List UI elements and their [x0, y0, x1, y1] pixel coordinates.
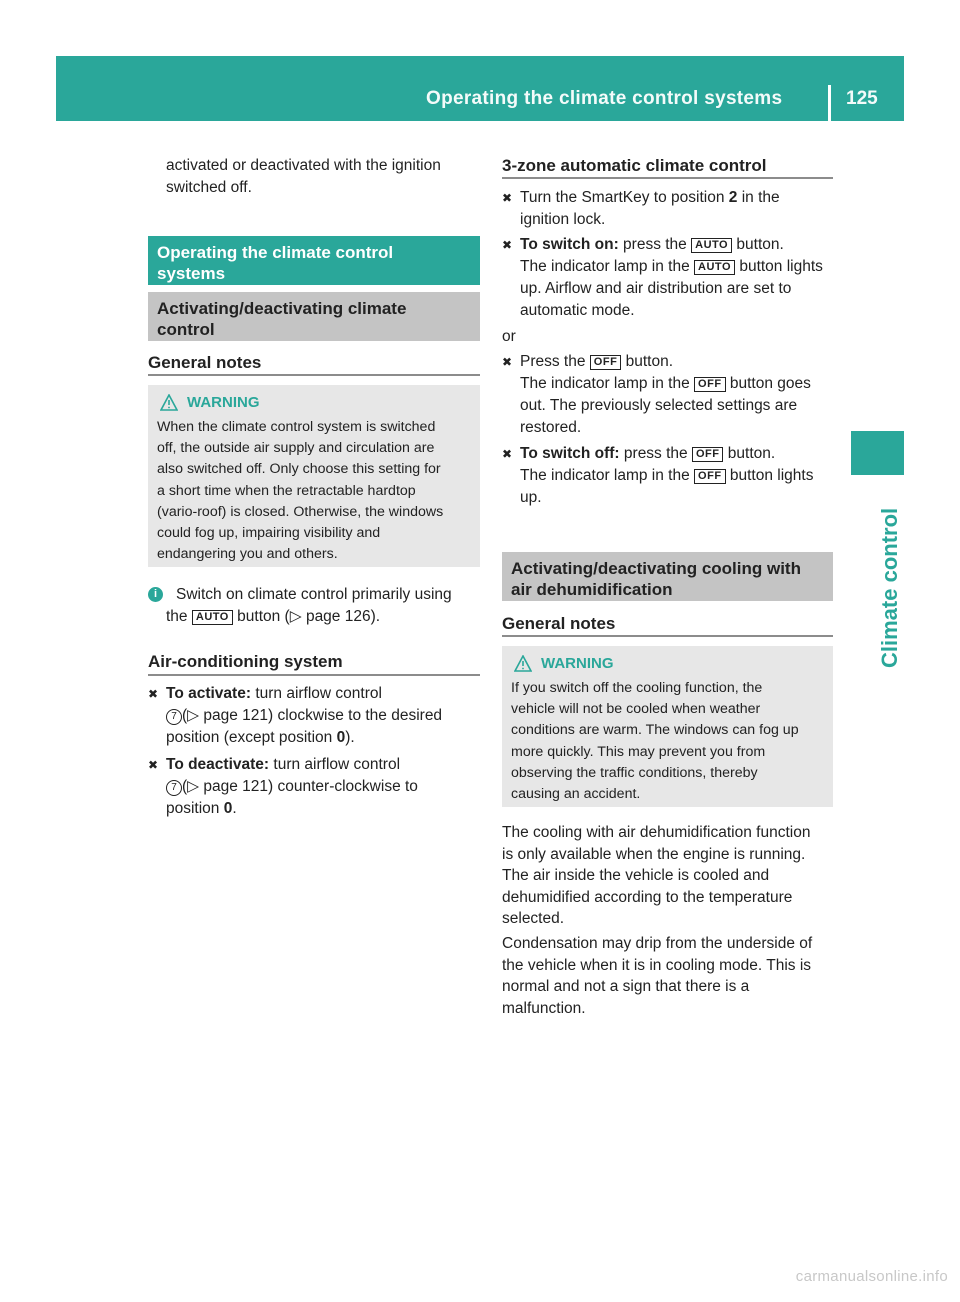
arrow-bullet-icon: ✖ — [502, 447, 513, 461]
section-heading-line-1: Operating the climate control — [157, 243, 394, 262]
info-line-1: Switch on climate control primarily using — [176, 586, 452, 603]
warning-label: WARNING — [541, 655, 614, 672]
warning-line: endangering you and others. — [157, 546, 338, 563]
cooling-paragraph-1: The cooling with air dehumidification function is only available when the engine is running. The air inside the vehicle is cooled and dehumidified according to the temperature selected. — [502, 824, 811, 927]
off-button-symbol: OFF — [694, 377, 726, 392]
switch-off-step: ✖ To switch off: press the OFF button. The indicator lamp in the OFF button lights up. — [502, 445, 814, 506]
warning-box — [502, 646, 833, 807]
off-button-symbol: OFF — [692, 447, 724, 462]
subsection-heading — [148, 292, 480, 341]
arrow-bullet-icon: ✖ — [148, 758, 159, 772]
info-icon: i — [148, 587, 163, 602]
switch-on-step: ✖ To switch on: press the AUTO button. The indicator lamp in the AUTO button lights up. Airflow and air distribution are set to automatic mode. — [502, 236, 823, 319]
warning-line: conditions are warm. The windows can fog up — [511, 722, 799, 739]
control-number-icon: 7 — [166, 709, 182, 725]
ac-heading: Air-conditioning system — [148, 652, 343, 671]
auto-button-symbol: AUTO — [691, 238, 732, 253]
warning-label: WARNING — [187, 394, 260, 411]
arrow-bullet-icon: ✖ — [148, 687, 159, 701]
auto-button-symbol: AUTO — [192, 610, 233, 625]
smartkey-step: ✖ Turn the SmartKey to position 2 in the ignition lock. — [502, 189, 780, 228]
footer-watermark[interactable]: carmanualsonline.info — [795, 1268, 948, 1285]
side-block — [851, 431, 904, 475]
warning-text — [511, 678, 824, 805]
warning-text — [157, 417, 471, 565]
warning-line: a short time when the retractable hardtop — [157, 482, 416, 499]
or-text: or — [502, 328, 516, 345]
warning-line: (vario-roof) is closed. Otherwise, the windows — [157, 503, 444, 520]
side-tab-label: Climate control — [877, 507, 902, 668]
warning-line: off, the outside air supply and circulation are — [157, 440, 435, 457]
warning-line: If you switch off the cooling function, the — [511, 680, 763, 696]
cooling-heading-line-1: Activating/deactivating cooling with — [511, 559, 801, 578]
header-divider — [828, 85, 831, 121]
intro-line-1: activated or deactivated with the ignition — [166, 157, 441, 174]
cooling-heading — [502, 552, 833, 601]
deactivate-instruction: ✖ To deactivate: turn airflow control 7 (▷ page 121) counter-clockwise to position 0. — [148, 756, 418, 817]
warning-heading — [541, 654, 824, 674]
general-notes-heading: General notes — [148, 353, 262, 372]
arrow-bullet-icon: ✖ — [502, 191, 513, 205]
warning-triangle-icon — [160, 394, 178, 411]
side-tab — [851, 488, 904, 668]
off-button-symbol: OFF — [694, 469, 726, 484]
section-heading-line-2: systems — [157, 264, 226, 283]
warning-line: causing an accident. — [511, 786, 641, 803]
warning-heading — [187, 393, 471, 413]
activate-instruction: ✖ To activate: turn airflow control 7 (▷ page 121) clockwise to the desired position (except position 0). — [148, 685, 443, 746]
subsection-heading-line-1: Activating/deactivating climate — [157, 299, 407, 318]
general-notes-heading: General notes — [502, 614, 616, 633]
cooling-heading-line-2: air dehumidification — [511, 580, 673, 599]
cooling-paragraph-2: Condensation may drip from the underside of the vehicle when it is in cooling mode. This is normal and not a sign that there is a malfunction. — [502, 935, 813, 1017]
page-header-title: Operating the climate control systems — [426, 88, 783, 109]
warning-line: When the climate control system is switched — [157, 419, 436, 435]
warning-line: could fog up, impairing visibility and — [157, 525, 381, 542]
heading-rule — [148, 374, 480, 376]
warning-line: vehicle will not be cooled when weather — [511, 701, 761, 718]
warning-line: more quickly. This may prevent you from — [511, 743, 766, 760]
auto-button-symbol: AUTO — [694, 260, 735, 275]
section-heading — [148, 236, 480, 285]
intro-line-2: switched off. — [166, 179, 252, 196]
subsection-heading-line-2: control — [157, 320, 215, 339]
warning-line: also switched off. Only choose this setting for — [157, 461, 441, 478]
warning-box — [148, 385, 480, 567]
warning-line: observing the traffic conditions, thereby — [511, 764, 758, 781]
heading-rule — [148, 674, 480, 676]
zone-heading: 3-zone automatic climate control — [502, 156, 767, 175]
warning-triangle-icon — [514, 655, 532, 672]
heading-rule — [502, 635, 833, 637]
control-number-icon: 7 — [166, 780, 182, 796]
info-line-2: the AUTO button (▷ page 126). — [166, 608, 381, 625]
arrow-bullet-icon: ✖ — [502, 238, 513, 252]
off-button-symbol: OFF — [590, 355, 622, 370]
press-off-step: ✖ Press the OFF button. The indicator lamp in the OFF button goes out. The previously selected settings are restored. — [502, 353, 811, 436]
arrow-bullet-icon: ✖ — [502, 355, 513, 369]
heading-rule — [502, 177, 833, 179]
page-number: 125 — [846, 88, 878, 109]
